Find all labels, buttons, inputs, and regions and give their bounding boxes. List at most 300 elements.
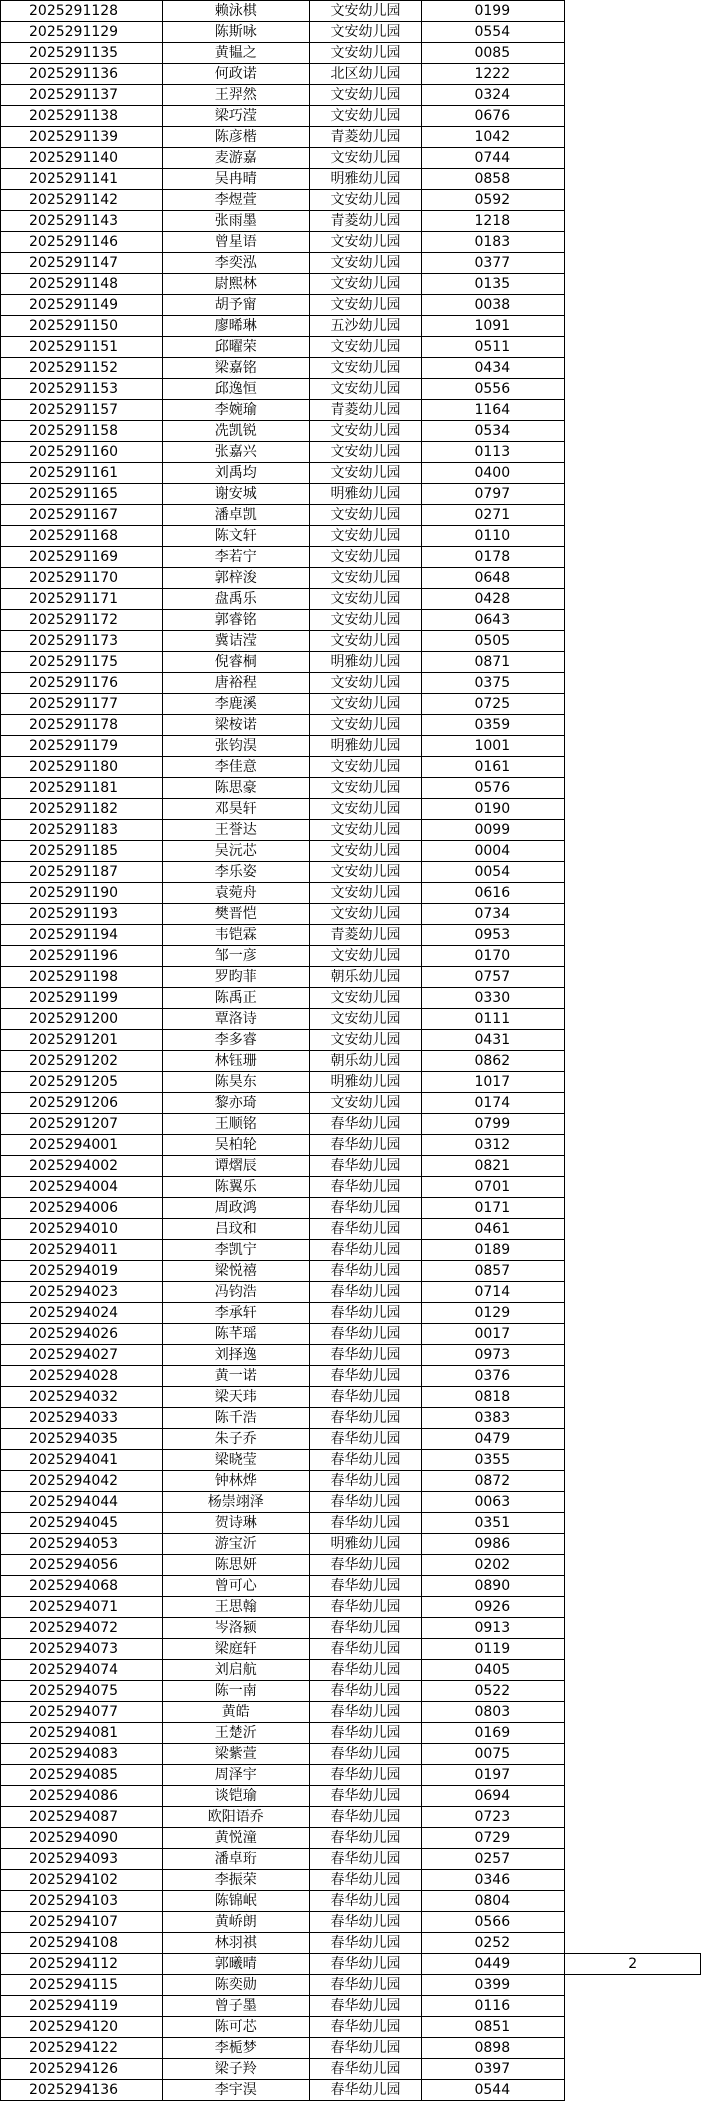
number-cell: 0734 [422, 904, 565, 925]
student-name-cell: 朱子乔 [162, 1429, 309, 1450]
number-cell: 0397 [422, 2059, 565, 2080]
student-id-cell: 2025294074 [1, 1660, 163, 1681]
student-name-cell: 李凯宁 [162, 1240, 309, 1261]
extra-cell [565, 1597, 701, 1618]
table-row [1, 967, 701, 988]
table-row [1, 1513, 701, 1534]
number-cell: 0375 [422, 673, 565, 694]
kindergarten-cell: 春华幼儿园 [309, 1156, 422, 1177]
student-id-cell: 2025291190 [1, 883, 163, 904]
student-name-cell: 邹一彦 [162, 946, 309, 967]
kindergarten-cell: 春华幼儿园 [309, 1954, 422, 1975]
table-row [1, 1135, 701, 1156]
extra-cell [565, 862, 701, 883]
student-name-cell: 何政诺 [162, 64, 309, 85]
kindergarten-cell: 文安幼儿园 [309, 631, 422, 652]
student-name-cell: 陈文轩 [162, 526, 309, 547]
extra-cell [565, 1765, 701, 1786]
student-name-cell: 黎亦琦 [162, 1093, 309, 1114]
student-id-cell: 2025294073 [1, 1639, 163, 1660]
student-name-cell: 冯钧浩 [162, 1282, 309, 1303]
extra-cell [565, 568, 701, 589]
student-name-cell: 胡予甯 [162, 295, 309, 316]
number-cell: 0271 [422, 505, 565, 526]
extra-cell [565, 232, 701, 253]
number-cell: 0701 [422, 1177, 565, 1198]
student-id-cell: 2025294122 [1, 2038, 163, 2059]
student-id-cell: 2025291141 [1, 169, 163, 190]
student-name-cell: 麦游嘉 [162, 148, 309, 169]
kindergarten-cell: 明雅幼儿园 [309, 169, 422, 190]
number-cell: 0075 [422, 1744, 565, 1765]
number-cell: 0346 [422, 1870, 565, 1891]
number-cell: 0171 [422, 1198, 565, 1219]
student-name-cell: 陈思妍 [162, 1555, 309, 1576]
number-cell: 0351 [422, 1513, 565, 1534]
table-row [1, 274, 701, 295]
table-row [1, 1954, 701, 1975]
kindergarten-cell: 明雅幼儿园 [309, 1072, 422, 1093]
student-id-cell: 2025291152 [1, 358, 163, 379]
number-cell: 0197 [422, 1765, 565, 1786]
student-id-cell: 2025294002 [1, 1156, 163, 1177]
student-name-cell: 陈一南 [162, 1681, 309, 1702]
student-id-cell: 2025291201 [1, 1030, 163, 1051]
student-name-cell: 李若宁 [162, 547, 309, 568]
number-cell: 0744 [422, 148, 565, 169]
extra-cell [565, 400, 701, 421]
extra-cell [565, 64, 701, 85]
table-row [1, 1387, 701, 1408]
number-cell: 0648 [422, 568, 565, 589]
extra-cell [565, 736, 701, 757]
student-name-cell: 陈千浩 [162, 1408, 309, 1429]
student-name-cell: 陈翼乐 [162, 1177, 309, 1198]
extra-cell [565, 1471, 701, 1492]
kindergarten-cell: 文安幼儿园 [309, 379, 422, 400]
extra-cell [565, 652, 701, 673]
student-id-cell: 2025291149 [1, 295, 163, 316]
number-cell: 0330 [422, 988, 565, 1009]
table-row [1, 1051, 701, 1072]
extra-cell [565, 1198, 701, 1219]
student-id-cell: 2025291194 [1, 925, 163, 946]
number-cell: 0359 [422, 715, 565, 736]
table-row [1, 169, 701, 190]
student-name-cell: 陈思豪 [162, 778, 309, 799]
student-name-cell: 赖泳棋 [162, 1, 309, 22]
number-cell: 0434 [422, 358, 565, 379]
kindergarten-cell: 文安幼儿园 [309, 694, 422, 715]
extra-cell [565, 1, 701, 22]
extra-cell [565, 1492, 701, 1513]
student-id-cell: 2025291177 [1, 694, 163, 715]
kindergarten-cell: 文安幼儿园 [309, 1009, 422, 1030]
table-row [1, 1618, 701, 1639]
kindergarten-cell: 春华幼儿园 [309, 1555, 422, 1576]
student-name-cell: 覃洛诗 [162, 1009, 309, 1030]
student-id-cell: 2025291142 [1, 190, 163, 211]
number-cell: 0926 [422, 1597, 565, 1618]
student-id-cell: 2025294010 [1, 1219, 163, 1240]
student-name-cell: 曾星语 [162, 232, 309, 253]
student-id-cell: 2025294090 [1, 1828, 163, 1849]
student-name-cell: 谢安城 [162, 484, 309, 505]
student-name-cell: 黄韫之 [162, 43, 309, 64]
extra-cell [565, 1324, 701, 1345]
extra-cell [565, 1870, 701, 1891]
number-cell: 0554 [422, 22, 565, 43]
kindergarten-cell: 春华幼儿园 [309, 1471, 422, 1492]
extra-cell [565, 547, 701, 568]
student-id-cell: 2025291139 [1, 127, 163, 148]
table-row [1, 421, 701, 442]
student-id-cell: 2025294103 [1, 1891, 163, 1912]
number-cell: 0872 [422, 1471, 565, 1492]
student-id-cell: 2025294107 [1, 1912, 163, 1933]
student-id-cell: 2025291153 [1, 379, 163, 400]
number-cell: 0174 [422, 1093, 565, 1114]
student-id-cell: 2025294120 [1, 2017, 163, 2038]
table-row [1, 1345, 701, 1366]
number-cell: 0135 [422, 274, 565, 295]
student-id-cell: 2025291151 [1, 337, 163, 358]
kindergarten-cell: 文安幼儿园 [309, 1093, 422, 1114]
table-row [1, 673, 701, 694]
student-name-cell: 王羿然 [162, 85, 309, 106]
number-cell: 1164 [422, 400, 565, 421]
number-cell: 1222 [422, 64, 565, 85]
table-row [1, 190, 701, 211]
table-row [1, 1072, 701, 1093]
number-cell: 0399 [422, 1975, 565, 1996]
number-cell: 0431 [422, 1030, 565, 1051]
student-id-cell: 2025291205 [1, 1072, 163, 1093]
table-row [1, 1282, 701, 1303]
student-name-cell: 贺诗琳 [162, 1513, 309, 1534]
number-cell: 0017 [422, 1324, 565, 1345]
student-id-cell: 2025291172 [1, 610, 163, 631]
student-id-cell: 2025291185 [1, 841, 163, 862]
extra-cell [565, 925, 701, 946]
student-id-cell: 2025294115 [1, 1975, 163, 1996]
student-name-cell: 梁悦禧 [162, 1261, 309, 1282]
student-id-cell: 2025291196 [1, 946, 163, 967]
number-cell: 0858 [422, 169, 565, 190]
student-id-cell: 2025291206 [1, 1093, 163, 1114]
kindergarten-cell: 文安幼儿园 [309, 85, 422, 106]
student-id-cell: 2025291171 [1, 589, 163, 610]
table-row [1, 1429, 701, 1450]
student-name-cell: 梁嘉铭 [162, 358, 309, 379]
table-row [1, 1723, 701, 1744]
student-id-cell: 2025294027 [1, 1345, 163, 1366]
kindergarten-cell: 文安幼儿园 [309, 526, 422, 547]
extra-cell [565, 316, 701, 337]
student-name-cell: 岑洛颍 [162, 1618, 309, 1639]
student-id-cell: 2025291207 [1, 1114, 163, 1135]
student-name-cell: 李宇淏 [162, 2080, 309, 2101]
extra-cell [565, 778, 701, 799]
student-name-cell: 梁天玮 [162, 1387, 309, 1408]
number-cell: 0111 [422, 1009, 565, 1030]
number-cell: 0178 [422, 547, 565, 568]
table-row [1, 358, 701, 379]
table-row [1, 1870, 701, 1891]
student-id-cell: 2025294112 [1, 1954, 163, 1975]
table-row [1, 1030, 701, 1051]
number-cell: 0312 [422, 1135, 565, 1156]
table-row [1, 1093, 701, 1114]
student-id-cell: 2025294068 [1, 1576, 163, 1597]
table-row [1, 1765, 701, 1786]
extra-cell [565, 43, 701, 64]
kindergarten-cell: 青菱幼儿园 [309, 211, 422, 232]
table-row [1, 22, 701, 43]
kindergarten-cell: 春华幼儿园 [309, 1828, 422, 1849]
number-cell: 0110 [422, 526, 565, 547]
kindergarten-cell: 文安幼儿园 [309, 190, 422, 211]
table-row [1, 610, 701, 631]
student-id-cell: 2025291200 [1, 1009, 163, 1030]
student-name-cell: 李栀梦 [162, 2038, 309, 2059]
student-name-cell: 李多睿 [162, 1030, 309, 1051]
student-id-cell: 2025294077 [1, 1702, 163, 1723]
student-id-cell: 2025294075 [1, 1681, 163, 1702]
number-cell: 0428 [422, 589, 565, 610]
student-name-cell: 张嘉兴 [162, 442, 309, 463]
student-name-cell: 潘卓珩 [162, 1849, 309, 1870]
table-row [1, 463, 701, 484]
kindergarten-cell: 文安幼儿园 [309, 1030, 422, 1051]
number-cell: 0973 [422, 1345, 565, 1366]
table-row [1, 799, 701, 820]
extra-cell [565, 1639, 701, 1660]
table-row [1, 1471, 701, 1492]
extra-cell [565, 967, 701, 988]
kindergarten-cell: 春华幼儿园 [309, 2038, 422, 2059]
student-name-cell: 刘择逸 [162, 1345, 309, 1366]
table-row [1, 1597, 701, 1618]
table-row [1, 547, 701, 568]
table-row [1, 64, 701, 85]
student-name-cell: 陈锦岷 [162, 1891, 309, 1912]
kindergarten-cell: 文安幼儿园 [309, 106, 422, 127]
number-cell: 0714 [422, 1282, 565, 1303]
kindergarten-cell: 文安幼儿园 [309, 232, 422, 253]
student-id-cell: 2025294028 [1, 1366, 163, 1387]
extra-cell [565, 1156, 701, 1177]
student-name-cell: 陈彦楷 [162, 127, 309, 148]
extra-cell [565, 841, 701, 862]
student-id-cell: 2025291167 [1, 505, 163, 526]
student-id-cell: 2025294011 [1, 1240, 163, 1261]
table-row [1, 1912, 701, 1933]
student-name-cell: 潘卓凯 [162, 505, 309, 526]
student-id-cell: 2025294087 [1, 1807, 163, 1828]
student-id-cell: 2025291180 [1, 757, 163, 778]
extra-cell [565, 148, 701, 169]
student-id-cell: 2025294044 [1, 1492, 163, 1513]
extra-cell [565, 1975, 701, 1996]
extra-cell [565, 1345, 701, 1366]
extra-cell [565, 1282, 701, 1303]
table-row [1, 862, 701, 883]
student-name-cell: 梁子羚 [162, 2059, 309, 2080]
table-row [1, 1639, 701, 1660]
kindergarten-cell: 春华幼儿园 [309, 1870, 422, 1891]
table-row [1, 1975, 701, 1996]
student-id-cell: 2025291160 [1, 442, 163, 463]
student-name-cell: 冼凯锐 [162, 421, 309, 442]
student-id-cell: 2025294102 [1, 1870, 163, 1891]
kindergarten-cell: 文安幼儿园 [309, 778, 422, 799]
extra-cell [565, 799, 701, 820]
student-id-cell: 2025294083 [1, 1744, 163, 1765]
extra-cell [565, 1135, 701, 1156]
table-row [1, 253, 701, 274]
table-row [1, 1, 701, 22]
student-id-cell: 2025294136 [1, 2080, 163, 2101]
kindergarten-cell: 春华幼儿园 [309, 1114, 422, 1135]
student-id-cell: 2025294085 [1, 1765, 163, 1786]
extra-cell [565, 1240, 701, 1261]
kindergarten-cell: 春华幼儿园 [309, 1240, 422, 1261]
kindergarten-cell: 明雅幼儿园 [309, 484, 422, 505]
student-name-cell: 李婉瑜 [162, 400, 309, 421]
student-id-cell: 2025294119 [1, 1996, 163, 2017]
student-name-cell: 王顺铭 [162, 1114, 309, 1135]
extra-cell [565, 1555, 701, 1576]
student-id-cell: 2025294041 [1, 1450, 163, 1471]
student-id-cell: 2025291161 [1, 463, 163, 484]
extra-cell [565, 589, 701, 610]
number-cell: 0085 [422, 43, 565, 64]
kindergarten-cell: 春华幼儿园 [309, 1891, 422, 1912]
kindergarten-cell: 春华幼儿园 [309, 1765, 422, 1786]
student-name-cell: 李奕泓 [162, 253, 309, 274]
table-row [1, 148, 701, 169]
kindergarten-cell: 文安幼儿园 [309, 820, 422, 841]
extra-cell [565, 1219, 701, 1240]
student-id-cell: 2025294056 [1, 1555, 163, 1576]
student-name-cell: 吴沅芯 [162, 841, 309, 862]
student-name-cell: 李乐姿 [162, 862, 309, 883]
kindergarten-cell: 春华幼儿园 [309, 1387, 422, 1408]
number-cell: 0851 [422, 2017, 565, 2038]
kindergarten-cell: 文安幼儿园 [309, 715, 422, 736]
kindergarten-cell: 明雅幼儿园 [309, 736, 422, 757]
extra-cell [565, 1261, 701, 1282]
extra-cell [565, 1681, 701, 1702]
student-name-cell: 林羽祺 [162, 1933, 309, 1954]
extra-cell [565, 883, 701, 904]
number-cell: 0505 [422, 631, 565, 652]
student-id-cell: 2025291148 [1, 274, 163, 295]
kindergarten-cell: 春华幼儿园 [309, 2017, 422, 2038]
table-row [1, 1996, 701, 2017]
student-name-cell: 韦铠霖 [162, 925, 309, 946]
student-name-cell: 倪睿桐 [162, 652, 309, 673]
number-cell: 0461 [422, 1219, 565, 1240]
number-cell: 0063 [422, 1492, 565, 1513]
student-id-cell: 2025291173 [1, 631, 163, 652]
kindergarten-cell: 文安幼儿园 [309, 589, 422, 610]
student-name-cell: 袁菀舟 [162, 883, 309, 904]
extra-cell [565, 253, 701, 274]
number-cell: 0890 [422, 1576, 565, 1597]
table-row [1, 2080, 701, 2101]
kindergarten-cell: 春华幼儿园 [309, 1744, 422, 1765]
table-row [1, 1219, 701, 1240]
table-row [1, 2038, 701, 2059]
kindergarten-cell: 文安幼儿园 [309, 1, 422, 22]
kindergarten-cell: 春华幼儿园 [309, 1681, 422, 1702]
extra-cell [565, 631, 701, 652]
kindergarten-cell: 文安幼儿园 [309, 337, 422, 358]
table-row [1, 820, 701, 841]
student-name-cell: 邓昊轩 [162, 799, 309, 820]
table-row [1, 988, 701, 1009]
student-name-cell: 吕玟和 [162, 1219, 309, 1240]
student-id-cell: 2025291193 [1, 904, 163, 925]
roster-table-body [1, 1, 701, 2101]
number-cell: 0871 [422, 652, 565, 673]
student-name-cell: 陈昊东 [162, 1072, 309, 1093]
number-cell: 0054 [422, 862, 565, 883]
extra-cell [565, 190, 701, 211]
student-name-cell: 王思翰 [162, 1597, 309, 1618]
kindergarten-cell: 春华幼儿园 [309, 1597, 422, 1618]
student-id-cell: 2025291202 [1, 1051, 163, 1072]
number-cell: 0324 [422, 85, 565, 106]
table-row [1, 1408, 701, 1429]
student-id-cell: 2025291135 [1, 43, 163, 64]
student-id-cell: 2025291169 [1, 547, 163, 568]
extra-cell [565, 1807, 701, 1828]
student-id-cell: 2025291179 [1, 736, 163, 757]
number-cell: 0522 [422, 1681, 565, 1702]
student-id-cell: 2025291147 [1, 253, 163, 274]
extra-cell [565, 274, 701, 295]
extra-cell [565, 1660, 701, 1681]
table-row [1, 1177, 701, 1198]
kindergarten-cell: 青菱幼儿园 [309, 400, 422, 421]
student-name-cell: 陈芊瑶 [162, 1324, 309, 1345]
table-row [1, 736, 701, 757]
student-name-cell: 梁晓莹 [162, 1450, 309, 1471]
table-row [1, 1744, 701, 1765]
kindergarten-cell: 青菱幼儿园 [309, 127, 422, 148]
extra-cell [565, 1429, 701, 1450]
student-id-cell: 2025291146 [1, 232, 163, 253]
kindergarten-cell: 春华幼儿园 [309, 1135, 422, 1156]
extra-cell [565, 1093, 701, 1114]
table-row [1, 1681, 701, 1702]
number-cell: 0818 [422, 1387, 565, 1408]
extra-cell [565, 1618, 701, 1639]
student-id-cell: 2025294081 [1, 1723, 163, 1744]
number-cell: 0113 [422, 442, 565, 463]
student-id-cell: 2025291136 [1, 64, 163, 85]
table-row [1, 400, 701, 421]
student-name-cell: 周泽宇 [162, 1765, 309, 1786]
student-name-cell: 刘禹均 [162, 463, 309, 484]
number-cell: 0797 [422, 484, 565, 505]
number-cell: 0252 [422, 1933, 565, 1954]
table-row [1, 589, 701, 610]
number-cell: 0576 [422, 778, 565, 799]
